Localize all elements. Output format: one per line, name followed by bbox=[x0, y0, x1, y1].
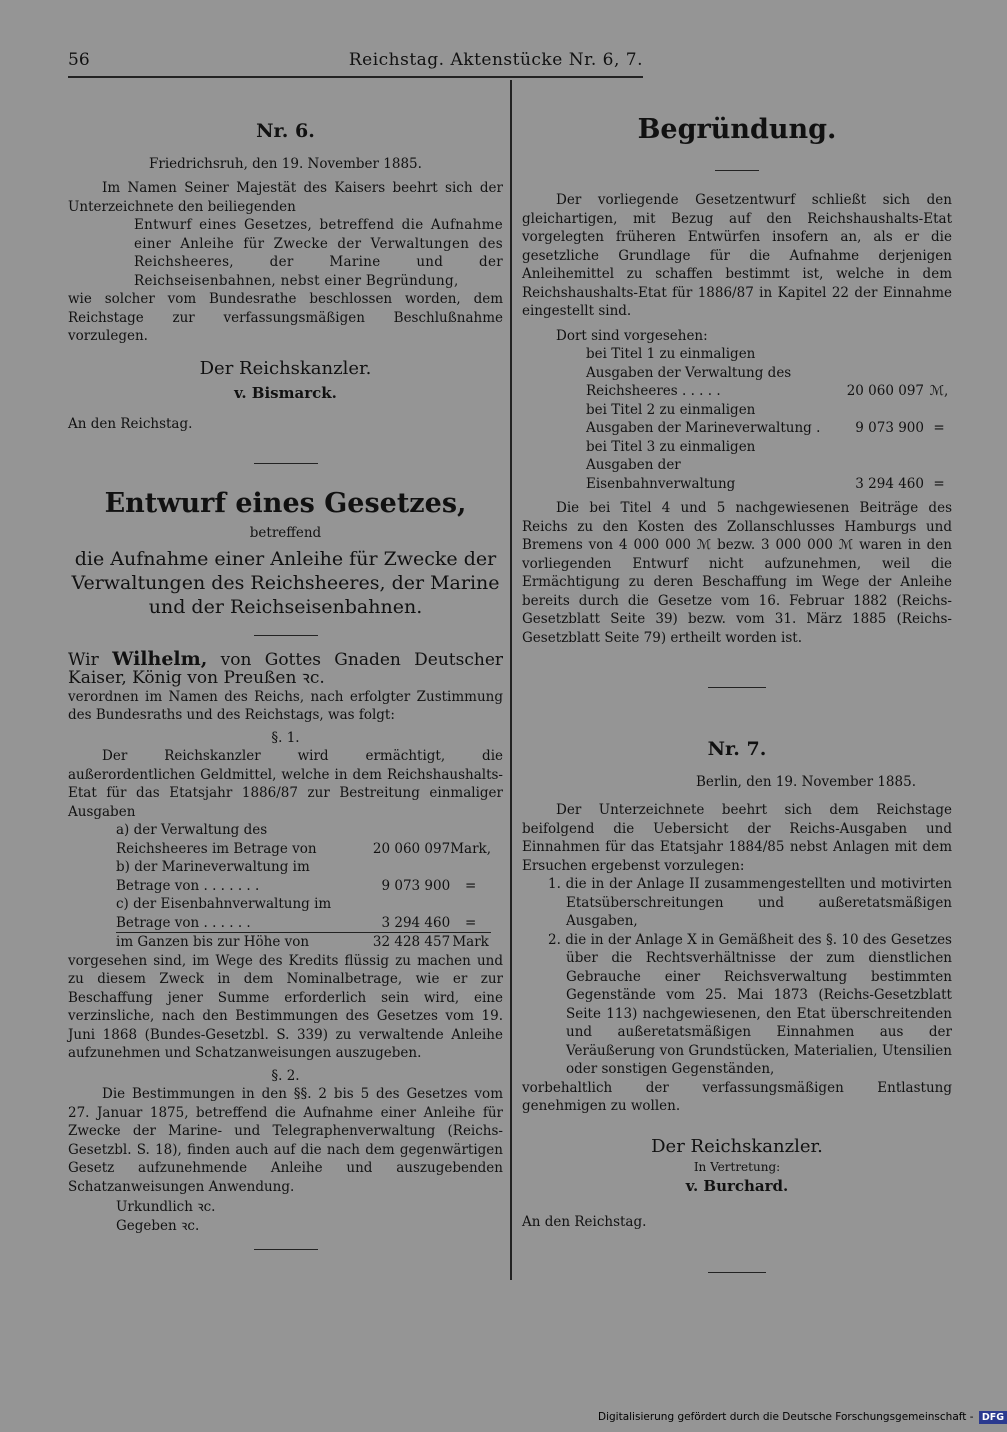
draft-law-betreffend: betreffend bbox=[249, 525, 322, 541]
right-column bbox=[522, 110, 952, 1273]
nr6-intro: Im Namen Seiner Majestät des Kaisers beehrt sich der Unterzeichnete den beiliegenden bbox=[68, 180, 503, 215]
begruendung-paragraph-2: Die bei Titel 4 und 5 nachgewiesenen Beiträge des Reichs zu den Kosten des Zollanschlusses Hamburgs und Bremens von 4 000 000 ℳ bezw. 3 000 000 ℳ waren in den vorliegenden Entwurf nicht aufzunehmen, weil die Ermächtigung zu deren Beschaffung im Wege der Anleihe bereits durch die Gesetze vom 16. Februar 1882 (Reichs-Gesetzblatt Seite 39) bezw. vom 31. März 1885 (Reichs-Gesetzblatt Seite 79) ertheilt worden ist. bbox=[522, 500, 952, 646]
nr7-intro: Der Unterzeichnete beehrt sich dem Reichstage beifolgend die Uebersicht der Reichs-Ausgaben und Einnahmen für das Etatsjahr 1884/85 nebst Anlagen mit dem Ersuchen ergebenst vorzulegen: bbox=[522, 802, 952, 874]
total-unit: Mark bbox=[452, 934, 489, 950]
digitization-footer bbox=[598, 1411, 1007, 1424]
preamble-emperor-name: Wilhelm, bbox=[112, 647, 208, 670]
preamble-title: von Gottes Gnaden Deutscher Kaiser, König von Preußen ꝛc. bbox=[68, 649, 504, 688]
page-number: 56 bbox=[68, 50, 90, 70]
nr6-place-date: Friedrichsruh, den 19. November 1885. bbox=[149, 155, 422, 172]
nr6-address: An den Reichstag. bbox=[68, 415, 193, 432]
item-unit: = bbox=[933, 475, 945, 492]
page-header bbox=[68, 50, 643, 76]
dfg-logo: DFG bbox=[979, 1411, 1007, 1424]
begruendung-amounts-table bbox=[586, 345, 954, 493]
nr7-address: An den Reichstag. bbox=[522, 1214, 647, 1230]
item-unit: = bbox=[933, 420, 945, 436]
item-unit: ℳ, bbox=[929, 383, 949, 399]
nr6-signature: v. Bismarck. bbox=[234, 384, 337, 402]
separator-rule bbox=[708, 1272, 766, 1273]
preamble-wir: Wir bbox=[68, 649, 99, 670]
item-label: bei Titel 1 zu einmaligen Ausgaben der Verwaltung des Reichsheeres . . . . . bbox=[586, 346, 792, 399]
urkundlich: Urkundlich ꝛc. bbox=[116, 1199, 216, 1215]
item-unit: = bbox=[464, 914, 477, 931]
item-label: b) der Marineverwaltung im Betrage von . . . . . . . bbox=[116, 859, 310, 894]
table-row bbox=[116, 895, 491, 933]
begruendung-paragraph-1: Der vorliegende Gesetzentwurf schließt sich den gleichartigen, mit Bezug auf den Reichshaushalts-Etat vorgelegten früheren Entwürfen insofern an, als er die gesetzliche Grundlage für die Aufnahme derjenigen Anleihemittel zu schaffen bestimmt ist, welche in dem Reichshaushalts-Etat für 1886/87 in Kapitel 22 der Einnahme eingestellt sind. bbox=[522, 192, 952, 319]
nr6-draft-reference: Entwurf eines Gesetzes, betreffend die Aufnahme einer Anleihe für Zwecke der Verwaltungen des Reichsheeres, der Marine und der Reichseisenbahnen, nebst einer Begründung, bbox=[134, 217, 503, 289]
total-amount: 32 428 457 bbox=[372, 934, 451, 950]
item-label: bei Titel 3 zu einmaligen Ausgaben der Eisenbahnverwaltung bbox=[586, 438, 756, 492]
begruendung-title: Begründung. bbox=[637, 114, 837, 145]
item-amount: 20 060 097 bbox=[846, 383, 924, 399]
nr6-closing: wie solcher vom Bundesrathe beschlossen worden, dem Reichstage zur verfassungsmäßigen Beschlußnahme vorzulegen. bbox=[68, 291, 503, 344]
section-2-heading: §. 2. bbox=[271, 1067, 300, 1084]
column-divider bbox=[510, 80, 512, 1280]
separator-rule bbox=[254, 463, 318, 464]
section-1-intro: Der Reichskanzler wird ermächtigt, die außerordentlichen Geldmittel, welche in dem Reichshaushalts-Etat für das Etatsjahr 1886/87 zur Bestreitung einmaliger Ausgaben bbox=[68, 748, 503, 820]
table-row bbox=[586, 438, 954, 494]
nr6-signer: Der Reichskanzler. bbox=[199, 357, 372, 379]
item-amount: 3 294 460 bbox=[381, 914, 451, 931]
item-amount: 3 294 460 bbox=[855, 475, 924, 492]
header-rule bbox=[68, 76, 643, 78]
separator-rule bbox=[254, 635, 318, 636]
item-amount: 9 073 900 bbox=[855, 420, 924, 436]
table-row bbox=[116, 821, 491, 858]
preamble bbox=[68, 647, 504, 688]
section-1-heading: §. 1. bbox=[271, 729, 300, 746]
nr7-place-date: Berlin, den 19. November 1885. bbox=[695, 773, 916, 790]
item-unit: Mark, bbox=[450, 840, 491, 857]
item-label: a) der Verwaltung des Reichsheeres im Betrage von bbox=[116, 822, 317, 857]
nr7-closing: vorbehaltlich der verfassungsmäßigen Entlastung genehmigen zu wollen. bbox=[522, 1079, 952, 1114]
nr7-signature: v. Burchard. bbox=[685, 1176, 789, 1195]
draft-law-subtitle-3: und der Reichseisenbahnen. bbox=[148, 595, 423, 618]
separator-rule bbox=[708, 687, 766, 688]
table-row bbox=[116, 858, 491, 895]
item-label: c) der Eisenbahnverwaltung im Betrage von . . . . . . bbox=[116, 896, 332, 931]
footer-text: Digitalisierung gefördert durch die Deutsche Forschungsgemeinschaft - bbox=[598, 1411, 974, 1423]
section-2-text: Die Bestimmungen in den §§. 2 bis 5 des Gesetzes vom 27. Januar 1875, betreffend die Aufnahme einer Anleihe für Zwecke der Marine- und Telegraphenverwaltung (Reichs-Gesetzbl. S. 18), finden auch auf die nach dem gegenwärtigen Gesetz aufzunehmende Anleihe und auszugebenden Schatzanweisungen Anwendung. bbox=[68, 1086, 503, 1195]
section-1-rest: vorgesehen sind, im Wege des Kredits flüssig zu machen und zu diesem Zweck in dem Nominalbetrage, wie er zur Beschaffung jener Summe erforderlich sein wird, eine verzinsliche, nach den Bestimmungen des Gesetzes vom 19. Juni 1868 (Bundes-Gesetzbl. S. 339) zu verwaltende Anleihe aufzunehmen und Schatzanweisungen auszugeben. bbox=[68, 952, 503, 1061]
table-row bbox=[586, 345, 954, 401]
nr7-item-1: 1. die in der Anlage II zusammengestellten und motivirten Etatsüberschreitungen und außeretatsmäßigen Ausgaben, bbox=[548, 876, 952, 929]
nr6-heading: Nr. 6. bbox=[256, 120, 315, 142]
gegeben: Gegeben ꝛc. bbox=[116, 1217, 200, 1234]
table-row bbox=[586, 401, 954, 438]
draft-law-title: Entwurf eines Gesetzes, bbox=[104, 488, 467, 519]
item-amount: 9 073 900 bbox=[381, 877, 451, 894]
running-title: Reichstag. Aktenstücke Nr. 6, 7. bbox=[348, 50, 643, 70]
draft-law-subtitle-2: Verwaltungen des Reichsheeres, der Marine bbox=[71, 571, 500, 594]
preamble-verordnen: verordnen im Namen des Reichs, nach erfolgter Zustimmung des Bundesraths und des Reichstags, was folgt: bbox=[68, 688, 503, 723]
left-column bbox=[68, 110, 503, 1250]
separator-rule bbox=[715, 170, 759, 171]
section-1-amounts-table bbox=[116, 821, 491, 952]
nr7-vertretung: In Vertretung: bbox=[693, 1160, 781, 1174]
item-label: bei Titel 2 zu einmaligen Ausgaben der Marineverwaltung . bbox=[586, 401, 821, 436]
nr7-heading: Nr. 7. bbox=[707, 738, 767, 760]
nr7-signer: Der Reichskanzler. bbox=[651, 1135, 823, 1157]
item-unit: = bbox=[464, 877, 477, 894]
separator-rule bbox=[254, 1249, 318, 1250]
item-amount: 20 060 097 bbox=[372, 840, 451, 857]
total-label: im Ganzen bis zur Höhe von bbox=[116, 934, 310, 950]
nr7-item-2: 2. die in der Anlage X in Gemäßheit des §. 10 des Gesetzes über die Rechtsverhältnisse der zum dienstlichen Gebrauche einer Reichsverwaltung bestimmten Gegenstände vom 25. Mai 1873 (Reichs-Gesetzblatt Seite 113) nachgewiesenen, den Etat überschreitenden und außeretatsmäßigen Einnahmen aus der Veräußerung von Grundstücken, Materialien, Utensilien oder sonstigen Gegenständen, bbox=[548, 931, 952, 1077]
begruendung-dort: Dort sind vorgesehen: bbox=[556, 327, 708, 344]
draft-law-subtitle-1: die Aufnahme einer Anleihe für Zwecke der bbox=[74, 547, 497, 570]
table-row-total bbox=[116, 933, 491, 952]
